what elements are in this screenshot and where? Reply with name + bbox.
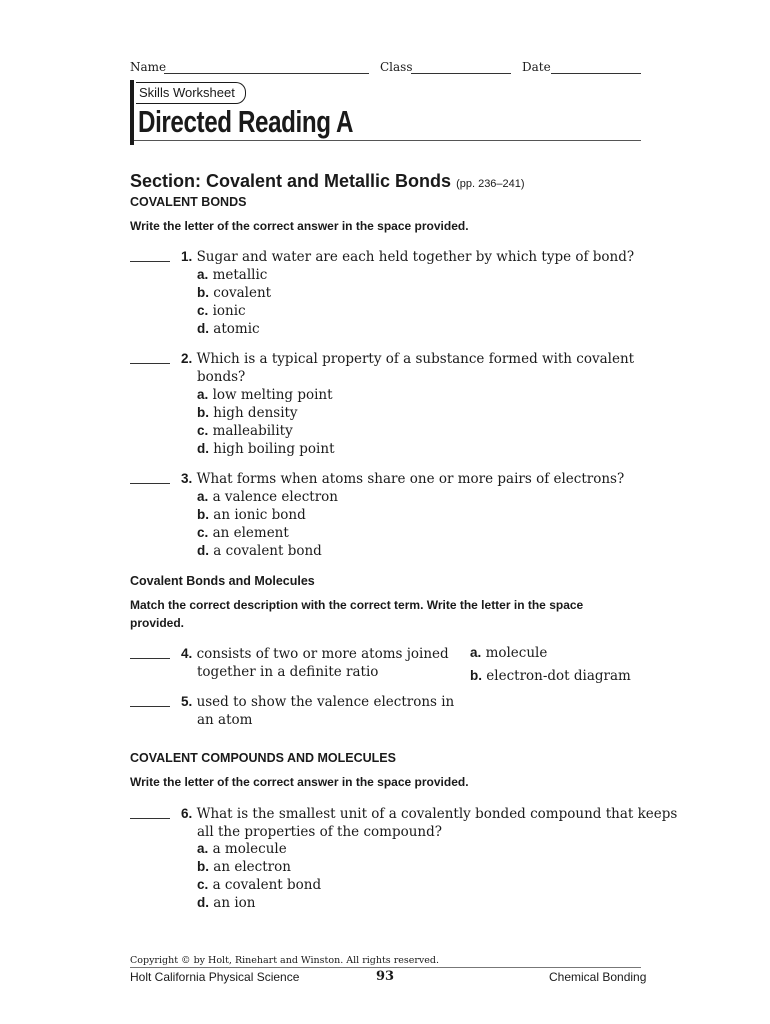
option-3c: c. an element — [197, 525, 289, 541]
question-number: 5. — [181, 694, 193, 709]
option-2b: b. high density — [197, 405, 298, 421]
question-1 — [181, 248, 634, 266]
answer-blank-6[interactable] — [130, 818, 170, 819]
date-label: Date — [522, 60, 551, 74]
option-2d: d. high boiling point — [197, 441, 335, 457]
question-3 — [181, 470, 624, 488]
question-number: 3. — [181, 471, 193, 486]
question-number: 2. — [181, 351, 193, 366]
question-text: Which is a typical property of a substance formed with covalent — [196, 351, 635, 367]
option-6a: a. a molecule — [197, 841, 287, 857]
answer-blank-1[interactable] — [130, 261, 170, 262]
question-number: 4. — [181, 646, 193, 661]
option-3d: d. a covalent bond — [197, 543, 322, 559]
title-rule — [134, 140, 641, 141]
option-3a: a. a valence electron — [197, 489, 338, 505]
question-6 — [181, 805, 677, 823]
title-accent-bar — [130, 80, 134, 145]
class-field[interactable] — [411, 73, 511, 74]
section-title-text: Section: Covalent and Metallic Bonds — [130, 171, 452, 191]
option-3b: b. an ionic bond — [197, 507, 306, 523]
part3-instruction: Write the letter of the correct answer in the space provided. — [130, 775, 469, 789]
option-1b: b. covalent — [197, 285, 272, 301]
question-text: consists of two or more atoms joined — [196, 646, 449, 662]
question-text: used to show the valence electrons in — [196, 694, 455, 710]
option-1d: d. atomic — [197, 321, 260, 337]
option-2a: a. low melting point — [197, 387, 333, 403]
copyright-notice: Copyright © by Holt, Rinehart and Winston. All rights reserved. — [130, 955, 439, 966]
option-6c: c. a covalent bond — [197, 877, 322, 893]
part2-heading: Covalent Bonds and Molecules — [130, 574, 315, 588]
question-number: 1. — [181, 249, 193, 264]
term-a: a. molecule — [470, 645, 548, 661]
matching-4 — [181, 645, 449, 663]
answer-blank-2[interactable] — [130, 363, 170, 364]
matching-4-continued: together in a definite ratio — [197, 664, 379, 680]
part1-instruction: Write the letter of the correct answer in the space provided. — [130, 219, 469, 233]
section-title — [130, 171, 525, 192]
footer-chapter-title: Chemical Bonding — [549, 970, 647, 984]
option-1a: a. metallic — [197, 267, 268, 283]
question-text: What forms when atoms share one or more pairs of electrons? — [196, 471, 625, 487]
answer-blank-4[interactable] — [130, 658, 170, 659]
name-field[interactable] — [164, 73, 369, 74]
class-label: Class — [380, 60, 413, 74]
option-6d: d. an ion — [197, 895, 256, 911]
option-6b: b. an electron — [197, 859, 291, 875]
page-number: 93 — [376, 969, 395, 984]
question-2-continued: bonds? — [197, 369, 246, 385]
section-pages: (pp. 236–241) — [456, 178, 525, 190]
answer-blank-3[interactable] — [130, 483, 170, 484]
date-field[interactable] — [551, 73, 641, 74]
option-2c: c. malleability — [197, 423, 293, 439]
answer-blank-5[interactable] — [130, 706, 170, 707]
name-label: Name — [130, 60, 167, 74]
question-text: What is the smallest unit of a covalently bonded compound that keeps — [196, 806, 678, 822]
part3-heading: COVALENT COMPOUNDS AND MOLECULES — [130, 751, 396, 765]
footer-book-title: Holt California Physical Science — [130, 970, 300, 984]
footer-rule — [130, 967, 641, 968]
matching-5-continued: an atom — [197, 712, 253, 728]
question-2 — [181, 350, 634, 368]
question-number: 6. — [181, 806, 193, 821]
part2-instruction: Match the correct description with the correct term. Write the letter in the space provided. — [130, 598, 584, 630]
question-6-continued: all the properties of the compound? — [197, 824, 442, 840]
part1-heading: COVALENT BONDS — [130, 195, 247, 209]
term-b: b. electron-dot diagram — [470, 668, 631, 684]
question-text: Sugar and water are each held together by which type of bond? — [196, 249, 635, 265]
matching-5 — [181, 693, 454, 711]
page-title: Directed Reading A — [138, 104, 354, 139]
option-1c: c. ionic — [197, 303, 246, 319]
worksheet-badge: Skills Worksheet — [136, 82, 246, 104]
